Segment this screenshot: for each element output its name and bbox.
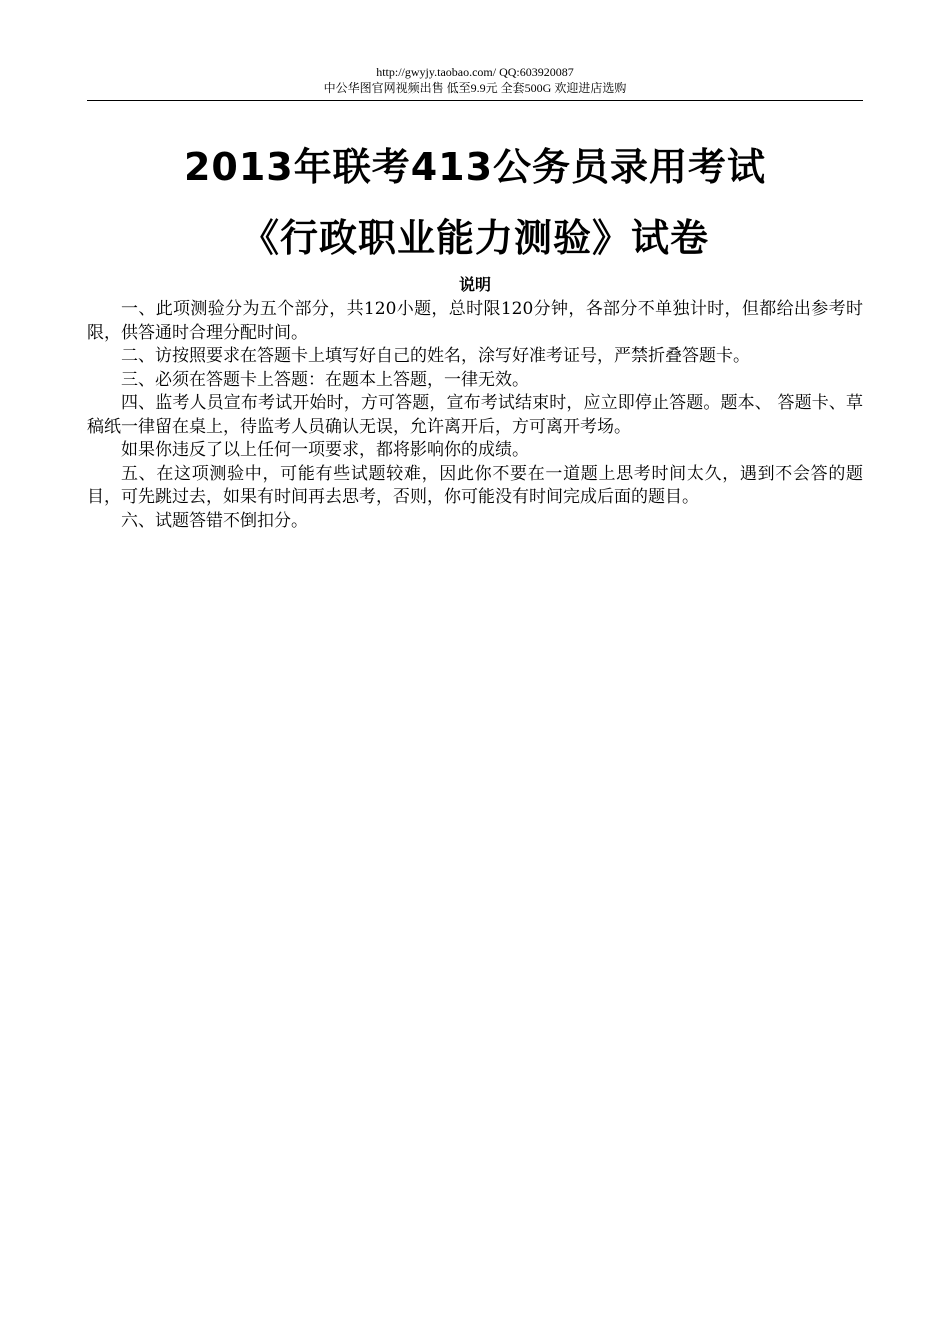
document-title: 2013年联考413公务员录用考试 bbox=[183, 145, 767, 189]
header-divider bbox=[87, 100, 863, 101]
instruction-paragraph: 四、监考人员宣布考试开始时，方可答题，宣布考试结束时，应立即停止答题。题本、 答题卡、草稿纸一律留在桌上，待监考人员确认无误，允许离开后，方可离开考场。 bbox=[87, 393, 863, 437]
instruction-paragraph: 六、试题答错不倒扣分。 bbox=[121, 510, 308, 531]
header-contact-line: http://gwyjy.taobao.com/ QQ:603920087 bbox=[376, 65, 574, 79]
header-promo-line: 中公华图官网视频出售 低至9.9元 全套500G 欢迎进店选购 bbox=[323, 81, 627, 95]
instruction-paragraph: 二、访按照要求在答题卡上填写好自己的姓名，涂写好准考证号，严禁折叠答题卡。 bbox=[121, 346, 750, 366]
document-subtitle: 《行政职业能力测验》试卷 bbox=[240, 216, 709, 260]
instruction-paragraph: 五、在这项测验中，可能有些试题较难，因此你不要在一道题上思考时间太久，遇到不会答的题目，可先跳过去，如果有时间再去思考，否则，你可能没有时间完成后面的题目。 bbox=[87, 463, 863, 507]
page-header bbox=[87, 64, 863, 96]
instruction-paragraph: 如果你违反了以上任何一项要求，都将影响你的成绩。 bbox=[121, 440, 529, 460]
instructions-body bbox=[87, 298, 863, 533]
instruction-paragraph: 三、必须在答题卡上答题：在题本上答题，一律无效。 bbox=[121, 369, 529, 390]
instruction-paragraph: 一、此项测验分为五个部分，共120小题，总时限120分钟，各部分不单独计时，但都给出参考时限，供答通时合理分配时间。 bbox=[87, 299, 863, 343]
instructions-heading: 说明 bbox=[458, 275, 491, 294]
